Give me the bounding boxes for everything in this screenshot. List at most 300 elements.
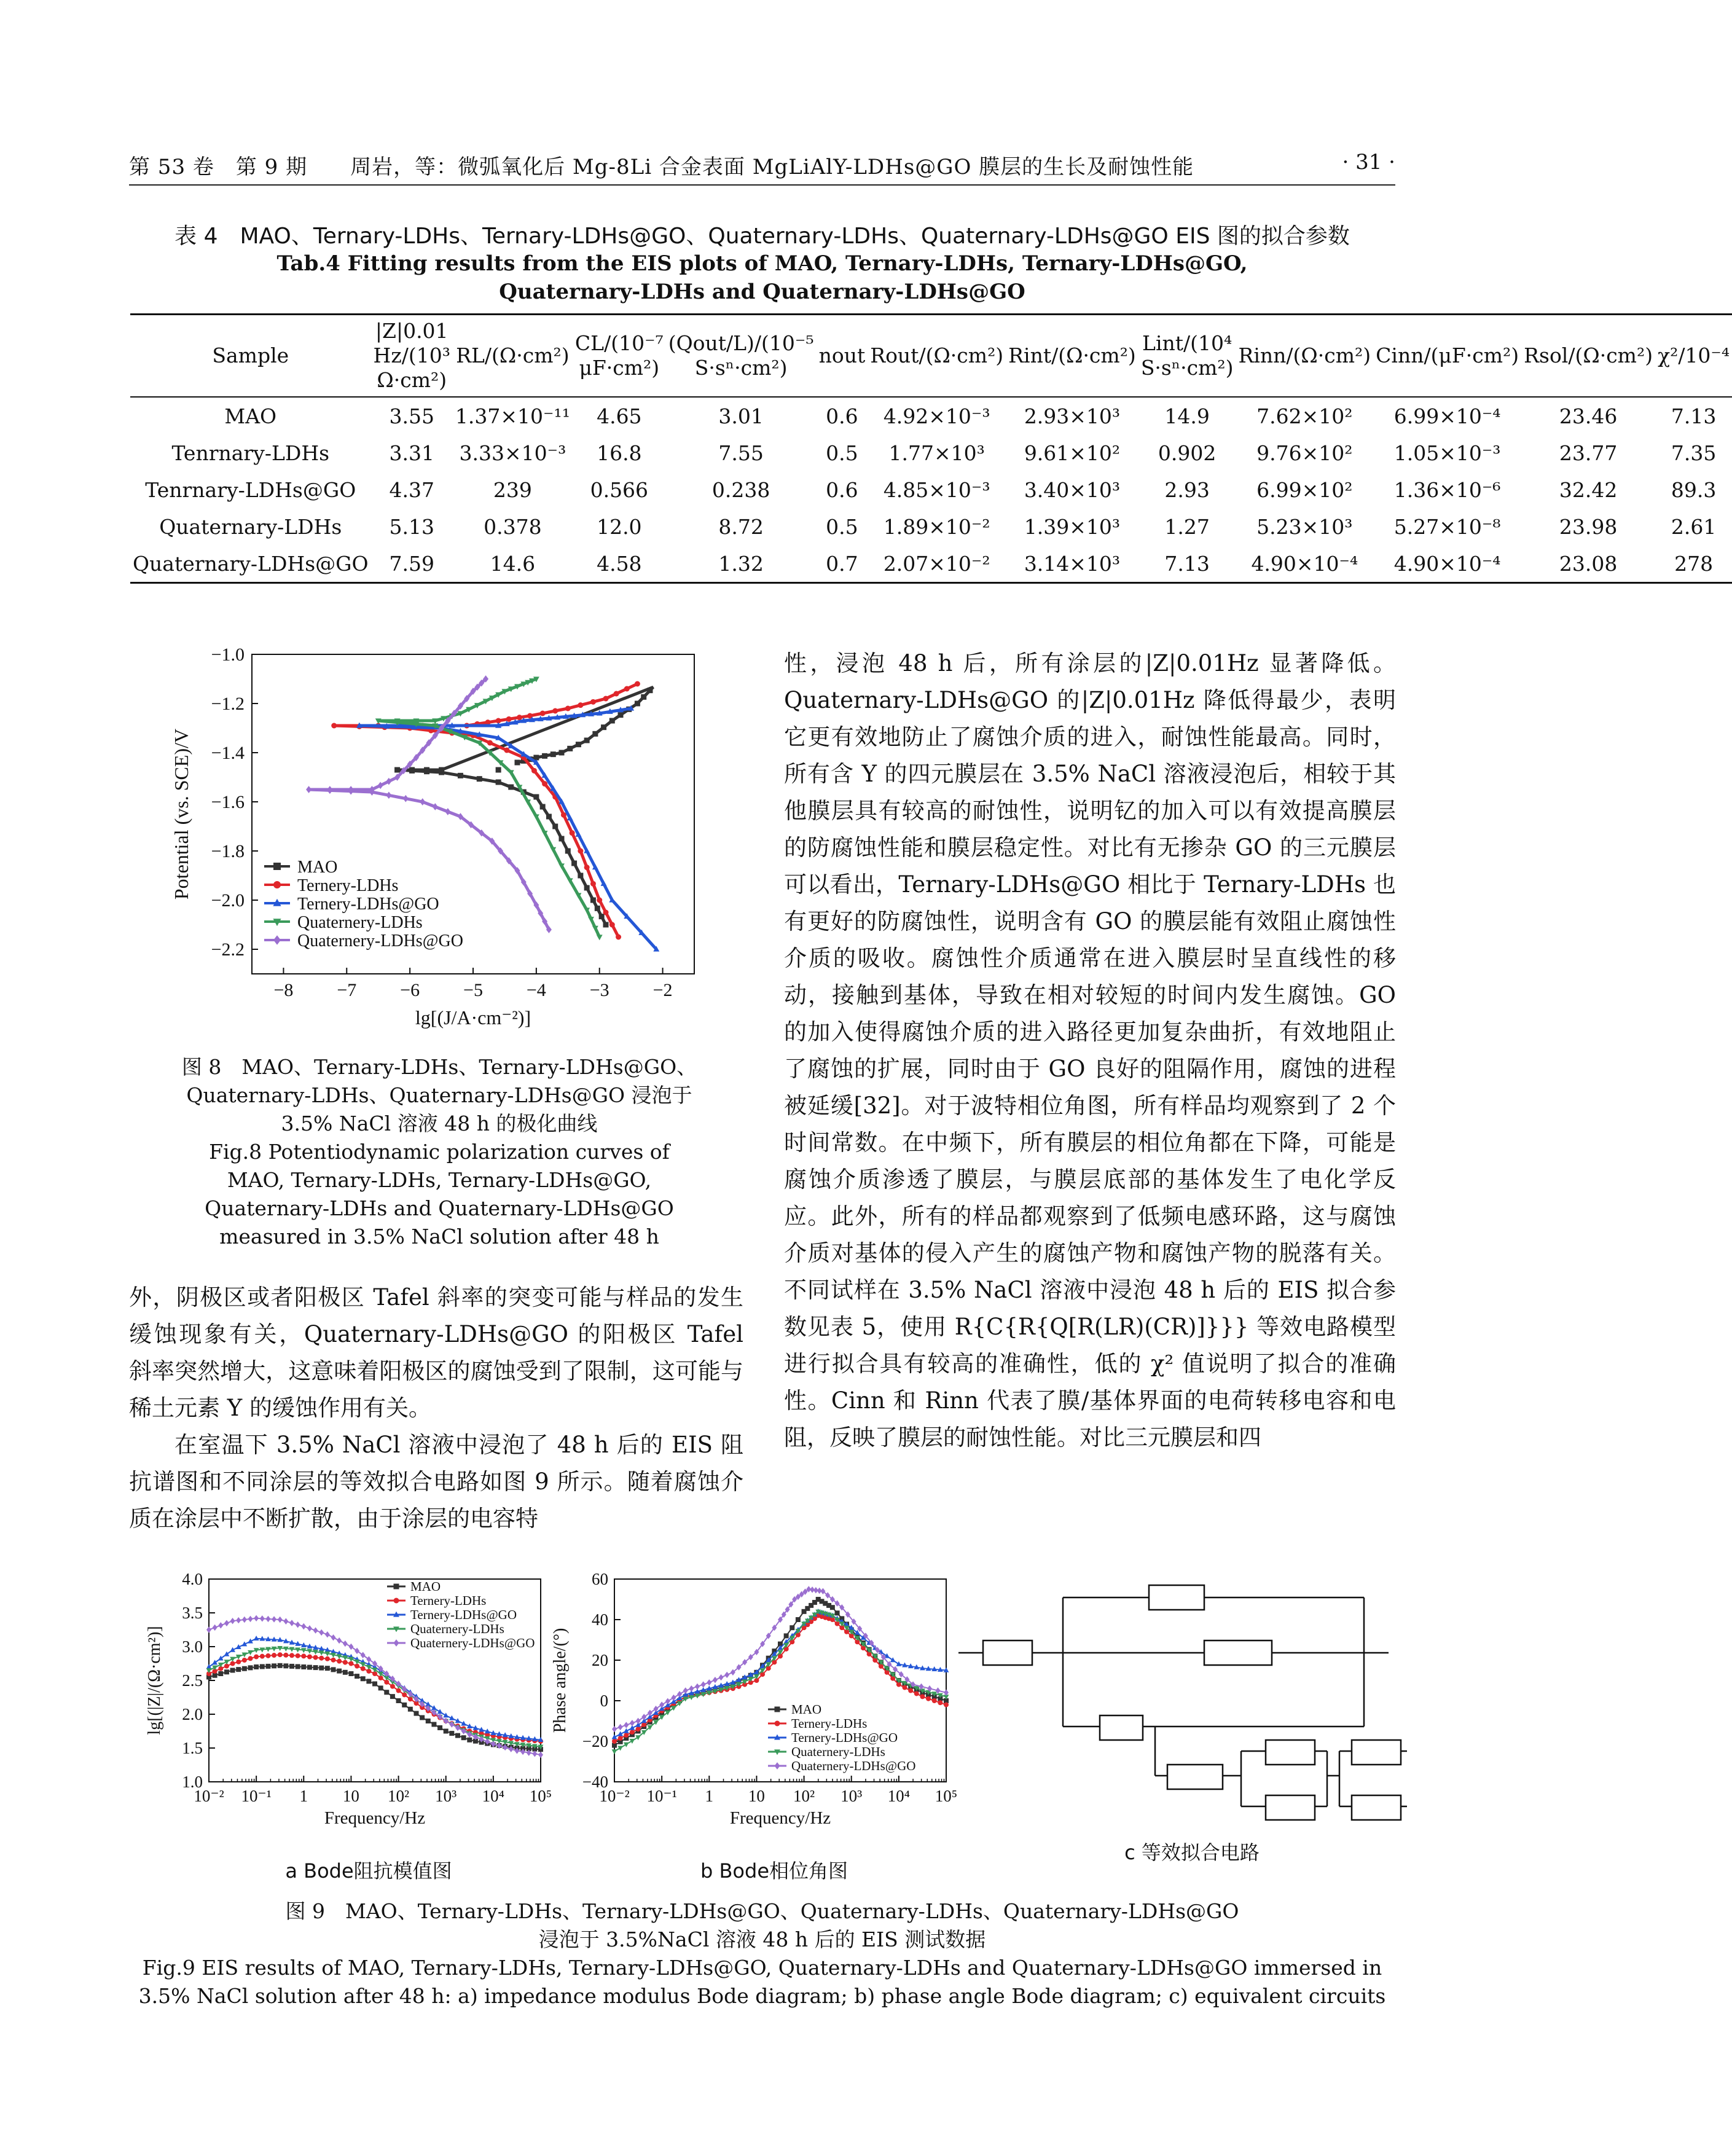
x-tick-label: 10⁴ — [887, 1787, 911, 1805]
data-point — [590, 699, 596, 705]
fig9a-label: a Bode阻抗模值图 — [285, 1859, 452, 1883]
data-point — [565, 706, 571, 711]
data-point — [830, 1605, 835, 1610]
data-point — [378, 1685, 383, 1690]
table-cell: 4.90×10⁻⁴ — [1393, 551, 1501, 576]
table-cell: 0.238 — [711, 477, 770, 502]
circuit-element — [1100, 1715, 1143, 1740]
table-cell: 7.13 — [1164, 551, 1210, 576]
table-header-cell: Rinn/(Ω·cm²) — [1238, 343, 1371, 367]
data-point — [331, 1634, 336, 1641]
data-point — [439, 770, 444, 775]
data-point — [609, 922, 615, 928]
legend-marker — [273, 863, 281, 870]
table-cell: 1.77×10³ — [888, 441, 985, 465]
table-cell: 0.902 — [1158, 441, 1217, 465]
data-point — [242, 1617, 247, 1623]
x-axis-label: lg[(J/A·cm⁻²)] — [415, 1006, 531, 1029]
data-point — [218, 1622, 223, 1628]
x-tick-label: −7 — [337, 980, 357, 1000]
fig9b-label: b Bode相位角图 — [700, 1859, 848, 1883]
data-point — [272, 1616, 276, 1622]
y-tick-label: 1.0 — [182, 1773, 203, 1791]
legend-marker — [775, 1721, 780, 1727]
table-header-cell: Rout/(Ω·cm²) — [870, 343, 1004, 367]
data-point — [325, 1666, 330, 1671]
table-cell: 4.58 — [597, 551, 642, 576]
table-cell: Quaternary-LDHs — [159, 514, 342, 539]
x-tick-label: 10⁻² — [194, 1787, 224, 1805]
data-point — [695, 1684, 700, 1690]
y-tick-label: 2.0 — [182, 1705, 203, 1723]
data-point — [540, 711, 546, 716]
data-point — [944, 1703, 949, 1707]
table-cell: 3.55 — [389, 404, 434, 428]
data-point — [242, 1658, 247, 1663]
legend-entry: MAO — [410, 1579, 441, 1594]
series-3 — [612, 1610, 949, 1755]
y-axis-label: lg[(|Z|/(Ω·cm²)] — [145, 1626, 164, 1735]
data-point — [932, 1698, 937, 1703]
table-cell: 1.32 — [718, 551, 764, 576]
table-cell: 1.05×10⁻³ — [1393, 441, 1501, 465]
data-point — [540, 804, 546, 810]
x-tick-label: −4 — [526, 980, 546, 1000]
data-point — [283, 1663, 288, 1668]
data-point — [542, 753, 547, 759]
data-point — [254, 1655, 259, 1660]
data-point — [366, 1656, 371, 1662]
data-point — [603, 696, 609, 702]
table-body — [130, 397, 1732, 583]
x-tick-label: 10² — [388, 1787, 410, 1805]
data-point — [571, 861, 577, 866]
legend — [387, 1579, 535, 1650]
table-cell: 7.62×10² — [1256, 404, 1353, 428]
fig9b-chart — [547, 1561, 965, 1856]
table-cell: 4.85×10⁻³ — [883, 477, 990, 502]
y-tick-label: 40 — [592, 1610, 608, 1629]
y-tick-label: 2.5 — [182, 1671, 203, 1690]
y-tick-label: −20 — [582, 1732, 608, 1750]
data-point — [552, 708, 558, 714]
table-row — [130, 397, 1732, 434]
table-cell: 9.61×10² — [1024, 441, 1121, 465]
data-point — [414, 1711, 419, 1716]
data-point — [671, 1695, 676, 1701]
table-header-cell: CL/(10⁻⁷ μF·cm²) — [574, 331, 664, 380]
data-point — [402, 1703, 407, 1707]
table-cell: 2.07×10⁻² — [883, 551, 990, 576]
x-tick-label: 10 — [748, 1787, 765, 1805]
data-point — [230, 1661, 235, 1666]
data-point — [224, 1669, 229, 1674]
data-point — [618, 1736, 623, 1741]
table4 — [130, 313, 1732, 584]
data-point — [559, 750, 565, 756]
data-point — [394, 767, 400, 773]
table-cell: 278 — [1674, 551, 1714, 576]
data-point — [477, 776, 482, 782]
table-cell: 5.23×10³ — [1256, 514, 1353, 539]
circuit-element — [1266, 1740, 1315, 1765]
y-tick-label: 4.0 — [182, 1570, 203, 1588]
x-tick-label: 10 — [342, 1787, 359, 1805]
data-point — [624, 1722, 629, 1728]
data-point — [313, 1627, 318, 1633]
data-point — [533, 794, 539, 800]
x-tick-label: 10³ — [841, 1787, 863, 1805]
data-point — [313, 1665, 318, 1670]
fig9c-circuit — [958, 1585, 1389, 1856]
legend-entry: Quaternery-LDHs — [297, 913, 423, 932]
series-line — [209, 1666, 541, 1749]
data-point — [835, 1610, 840, 1615]
series-2 — [612, 1609, 949, 1739]
data-point — [445, 808, 450, 815]
data-point — [467, 1738, 472, 1742]
y-axis-label: Potential (vs. SCE)/V — [170, 728, 192, 900]
data-point — [597, 898, 602, 903]
data-point — [420, 798, 425, 806]
circuit-element — [1352, 1795, 1401, 1820]
data-point — [272, 1663, 276, 1668]
data-point — [616, 935, 621, 940]
legend-entry: Ternery-LDHs — [297, 876, 399, 895]
fig9c-label: c 等效拟合电路 — [1124, 1841, 1260, 1864]
data-point — [559, 836, 565, 842]
data-point — [424, 769, 429, 774]
y-tick-label: −40 — [582, 1773, 608, 1791]
table-cell: 0.566 — [590, 477, 649, 502]
data-point — [248, 1616, 253, 1622]
data-point — [206, 1626, 211, 1633]
data-point — [361, 1652, 366, 1658]
y-tick-label: −1.2 — [211, 694, 245, 714]
table-header-cell: |Z|0.01 Hz/(10³ Ω·cm²) — [373, 319, 450, 392]
table-cell: 6.99×10⁻⁴ — [1393, 404, 1501, 428]
data-point — [426, 1719, 431, 1723]
data-point — [908, 1688, 913, 1693]
data-point — [431, 1722, 436, 1727]
page-number: · 31 · — [1342, 150, 1395, 174]
table-cell: 14.9 — [1164, 404, 1210, 428]
table-cell: 7.55 — [718, 441, 764, 465]
fig8-caption: 图 8 MAO、Ternary-LDHs、Ternary-LDHs@GO、 Quaternary-LDHs、Quaternary-LDHs@GO 浸泡于 3.5% NaCl 溶液 48 h 的极化曲线 Fig.8 Potentiodynamic polarization curves of MAO, Ternary-LDHs, Ternary-LDHs@GO, Quaternary-LDHs and Quaternary-LDHs@GO measured in 3.5% NaCl solution after 48 h — [181, 1055, 697, 1249]
data-point — [372, 1682, 377, 1687]
legend-entry: MAO — [791, 1702, 822, 1717]
data-point — [538, 1752, 543, 1758]
data-point — [599, 914, 605, 919]
table-cell: 5.13 — [389, 514, 434, 539]
data-point — [331, 1658, 336, 1663]
data-point — [319, 1666, 324, 1671]
data-point — [590, 881, 596, 887]
x-tick-label: 10⁵ — [529, 1787, 552, 1805]
data-point — [372, 1668, 378, 1672]
table-cell: Tenrnary-LDHs@GO — [145, 477, 356, 502]
data-point — [458, 773, 463, 778]
data-point — [248, 1665, 253, 1670]
table-cell: 1.27 — [1164, 514, 1210, 539]
x-tick-label: 10⁻¹ — [241, 1787, 272, 1805]
x-tick-label: −8 — [273, 980, 294, 1000]
legend-entry: Ternery-LDHs@GO — [297, 895, 439, 914]
x-tick-label: 10² — [793, 1787, 815, 1805]
table-row — [130, 545, 1732, 583]
data-point — [218, 1655, 224, 1660]
data-point — [890, 1657, 896, 1662]
table-cell: 12.0 — [597, 514, 642, 539]
table-cell: 23.77 — [1559, 441, 1618, 465]
data-point — [635, 701, 640, 707]
data-point — [272, 1653, 276, 1658]
data-point — [665, 1698, 670, 1704]
table-cell: Quaternary-LDHs@GO — [133, 551, 369, 576]
legend-marker — [394, 1598, 399, 1604]
table-header-cell: Rsol/(Ω·cm²) — [1524, 343, 1653, 367]
data-point — [677, 1691, 682, 1697]
data-point — [301, 1623, 306, 1629]
data-point — [265, 1616, 270, 1622]
table-cell: 3.31 — [389, 441, 434, 465]
data-point — [926, 1696, 931, 1701]
data-point — [444, 1718, 449, 1724]
data-point — [230, 1668, 235, 1673]
legend-entry: Quaternery-LDHs@GO — [410, 1636, 535, 1650]
table-cell: 1.39×10³ — [1024, 514, 1121, 539]
data-point — [567, 746, 573, 751]
table-header-cell: Rint/(Ω·cm²) — [1008, 343, 1136, 367]
data-point — [296, 1664, 300, 1669]
table-cell: 0.7 — [826, 551, 858, 576]
data-point — [578, 702, 583, 708]
legend-entry: MAO — [297, 858, 338, 877]
fig9a-chart — [141, 1561, 559, 1856]
data-point — [612, 1749, 617, 1754]
data-point — [630, 1720, 635, 1726]
data-point — [609, 718, 615, 724]
data-point — [590, 898, 596, 903]
data-point — [597, 935, 603, 940]
table-header-cell: nout — [818, 343, 866, 367]
y-tick-label: 3.5 — [182, 1604, 203, 1622]
table-cell: 16.8 — [597, 441, 642, 465]
data-point — [361, 1676, 366, 1681]
table-cell: 4.37 — [389, 477, 434, 502]
data-point — [409, 768, 415, 774]
data-point — [796, 1617, 801, 1622]
data-point — [343, 1641, 348, 1647]
data-point — [576, 742, 581, 747]
data-point — [461, 1735, 466, 1740]
table-cell: 0.5 — [826, 514, 858, 539]
table-row — [130, 434, 1732, 471]
data-point — [517, 715, 522, 720]
y-tick-label: −2.2 — [211, 939, 245, 960]
data-point — [218, 1671, 223, 1676]
table-cell: 0.6 — [826, 477, 858, 502]
data-point — [289, 1620, 294, 1626]
data-point — [296, 1653, 300, 1658]
table-cell: 1.36×10⁻⁶ — [1393, 477, 1501, 502]
table-cell: 239 — [493, 477, 532, 502]
table-cell: 1.37×10⁻¹¹ — [455, 404, 570, 428]
data-point — [396, 1698, 401, 1703]
data-point — [701, 1681, 706, 1687]
legend-entry: Quaternery-LDHs — [410, 1621, 504, 1636]
series-line — [614, 1612, 946, 1738]
data-point — [612, 1726, 617, 1732]
data-point — [319, 1629, 324, 1636]
data-point — [343, 1660, 348, 1665]
data-point — [390, 1694, 395, 1699]
table-cell: 7.35 — [1671, 441, 1717, 465]
data-point — [437, 1725, 442, 1730]
data-point — [630, 1730, 635, 1735]
data-point — [584, 885, 590, 891]
data-point — [213, 1673, 217, 1678]
data-point — [552, 824, 558, 829]
x-tick-label: 10⁻² — [599, 1787, 630, 1805]
data-point — [532, 1750, 537, 1757]
circuit-element — [1149, 1585, 1204, 1610]
circuit-element — [1204, 1641, 1272, 1665]
x-tick-label: 10⁻¹ — [646, 1787, 677, 1805]
table-header-cell: RL/(Ω·cm²) — [456, 343, 570, 367]
data-point — [408, 1707, 413, 1712]
data-point — [213, 1625, 217, 1631]
y-tick-label: −1.8 — [211, 841, 245, 861]
x-axis-label: Frequency/Hz — [729, 1808, 831, 1828]
table-cell: 1.89×10⁻² — [883, 514, 990, 539]
table-cell: 23.46 — [1559, 404, 1618, 428]
table-header-cell: (Qout/L)/(10⁻⁵ S·sⁿ·cm²) — [668, 331, 814, 380]
legend-entry: Ternery-LDHs — [791, 1716, 868, 1731]
data-point — [914, 1691, 919, 1696]
table-cell: 3.40×10³ — [1024, 477, 1121, 502]
y-tick-label: −1.4 — [211, 743, 245, 763]
data-point — [618, 712, 624, 718]
data-point — [296, 1621, 300, 1628]
table-cell: 4.65 — [597, 404, 642, 428]
table-cell: 5.27×10⁻⁸ — [1393, 514, 1501, 539]
data-point — [584, 738, 590, 743]
data-point — [546, 814, 552, 820]
data-point — [433, 803, 438, 810]
data-point — [689, 1685, 694, 1691]
data-point — [595, 906, 600, 911]
x-tick-label: −3 — [589, 980, 609, 1000]
data-point — [487, 740, 493, 746]
table-cell: 7.13 — [1671, 404, 1717, 428]
data-point — [648, 688, 653, 693]
data-point — [790, 1625, 794, 1630]
header-rule — [129, 184, 1395, 186]
circuit-element — [983, 1641, 1032, 1665]
data-point — [551, 751, 556, 757]
table-cell: 9.76×10² — [1256, 441, 1353, 465]
data-point — [331, 723, 337, 729]
data-point — [325, 1631, 330, 1637]
data-point — [601, 724, 606, 730]
data-point — [624, 686, 630, 692]
table-cell: 0.5 — [826, 441, 858, 465]
legend — [264, 858, 463, 951]
data-point — [260, 1615, 265, 1621]
y-tick-label: −2.0 — [211, 890, 245, 911]
table4-caption-en: Tab.4 Fitting results from the EIS plots of MAO, Ternary-LDHs, Ternary-LDHs@GO, Quaternary-LDHs and Quaternary-LDHs@GO — [276, 251, 1248, 304]
data-point — [307, 1655, 312, 1660]
x-tick-label: −6 — [400, 980, 420, 1000]
table-row — [130, 471, 1732, 508]
table-cell: Tenrnary-LDHs — [171, 441, 330, 465]
data-point — [343, 1670, 348, 1675]
data-point — [337, 1669, 342, 1674]
data-point — [355, 1674, 359, 1679]
body-left-p2: 在室温下 3.5% NaCl 溶液中浸泡了 48 h 后的 EIS 阻抗谱图和不同涂层的等效拟合电路如图 9 所示。随着腐蚀介质在涂层中不断扩散，由于涂层的电容特 — [129, 1432, 743, 1532]
data-point — [719, 1674, 724, 1680]
data-point — [260, 1664, 265, 1669]
legend-entry: Quaternery-LDHs@GO — [791, 1758, 916, 1773]
data-point — [920, 1694, 925, 1699]
data-point — [355, 1648, 359, 1654]
data-point — [278, 1663, 283, 1668]
legend-marker — [273, 935, 281, 945]
table-cell: MAO — [224, 404, 277, 428]
data-point — [313, 1655, 318, 1660]
table-cell: 3.33×10⁻³ — [459, 441, 566, 465]
data-point — [578, 849, 583, 854]
legend-entry: Quaternery-LDHs@GO — [297, 931, 463, 951]
data-point — [724, 1672, 729, 1678]
data-point — [307, 1625, 312, 1631]
data-point — [283, 1653, 288, 1658]
legend-marker — [775, 1762, 780, 1770]
legend-marker — [273, 881, 281, 888]
data-point — [713, 1677, 718, 1683]
data-point — [307, 1665, 312, 1670]
data-point — [260, 1654, 265, 1659]
data-point — [683, 1687, 688, 1693]
data-point — [384, 1690, 389, 1695]
x-tick-label: 1 — [705, 1787, 714, 1805]
table-cell: 23.98 — [1559, 514, 1618, 539]
table-cell: 23.08 — [1559, 551, 1618, 576]
x-tick-label: 10⁵ — [935, 1787, 958, 1805]
legend-entry: Ternery-LDHs@GO — [410, 1607, 517, 1622]
legend-entry: Ternery-LDHs@GO — [791, 1730, 898, 1745]
data-point — [337, 1659, 342, 1664]
data-point — [319, 1656, 324, 1661]
data-point — [578, 873, 583, 879]
data-point — [570, 830, 575, 836]
y-tick-label: 0 — [600, 1691, 608, 1710]
data-point — [254, 1615, 259, 1621]
data-point — [515, 760, 520, 766]
data-point — [403, 795, 409, 802]
table-header-row — [130, 315, 1732, 398]
data-point — [348, 1661, 353, 1666]
data-point — [337, 1637, 342, 1644]
data-point — [331, 1667, 336, 1672]
data-point — [584, 864, 590, 870]
table-cell: 2.93×10³ — [1024, 404, 1121, 428]
y-tick-label: −1.6 — [211, 792, 245, 812]
data-point — [289, 1653, 294, 1658]
data-point — [301, 1664, 306, 1669]
data-point — [248, 1656, 253, 1661]
